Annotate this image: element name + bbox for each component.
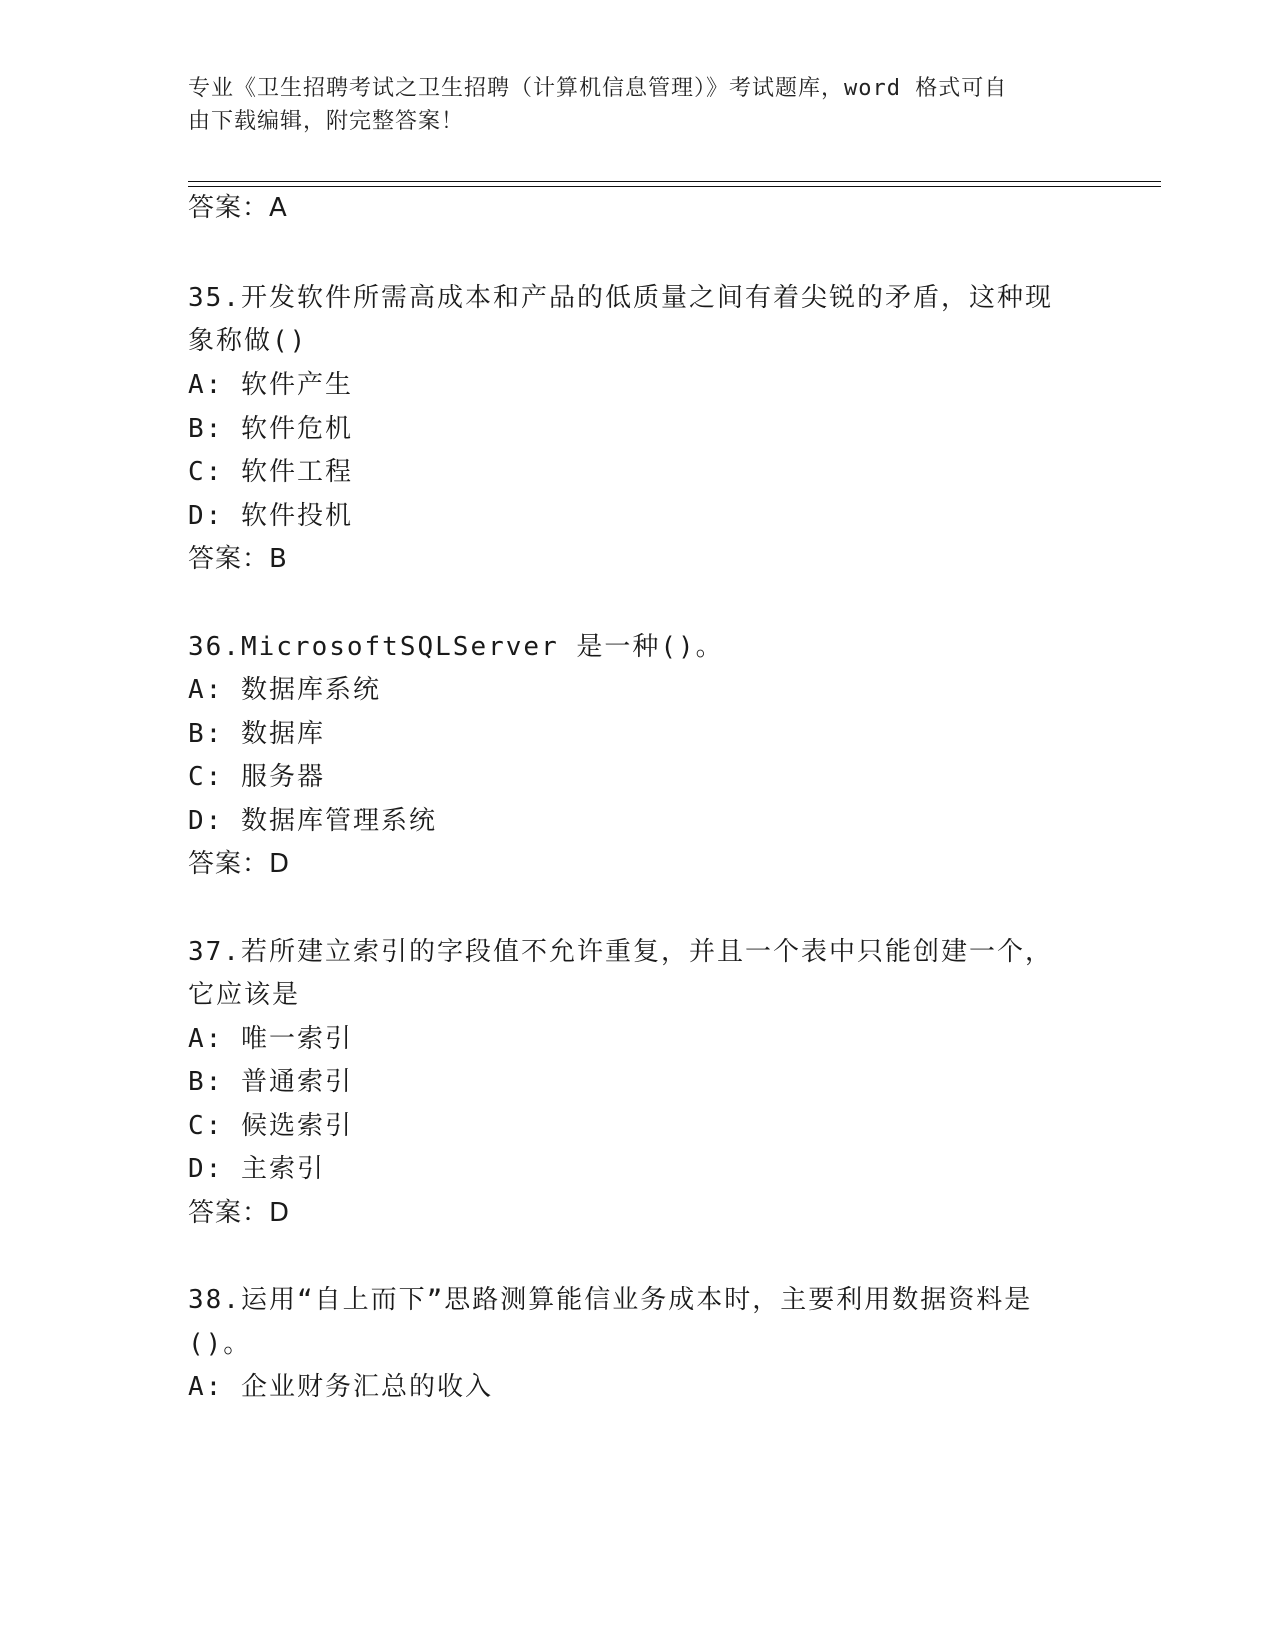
question-35-option-b: B: 软件危机 (188, 414, 353, 444)
question-36-option-a: A: 数据库系统 (188, 675, 381, 705)
question-35-answer: 答案：B (188, 544, 288, 574)
question-37-option-c: C: 候选索引 (188, 1111, 353, 1141)
header-divider-bottom (188, 186, 1161, 187)
question-35-stem-line-1: 35.开发软件所需高成本和产品的低质量之间有着尖锐的矛盾，这种现 (188, 283, 1053, 313)
question-36-option-c: C: 服务器 (188, 762, 325, 792)
question-37-stem-line-1: 37.若所建立索引的字段值不允许重复，并且一个表中只能创建一个， (188, 937, 1053, 967)
question-37-option-d: D: 主索引 (188, 1154, 325, 1184)
question-36-stem-line-1: 36.MicrosoftSQLServer 是一种()。 (188, 632, 724, 662)
question-36-answer: 答案：D (188, 849, 291, 879)
header-divider-top (188, 181, 1161, 182)
question-37-option-a: A: 唯一索引 (188, 1024, 353, 1054)
question-37-answer: 答案：D (188, 1198, 291, 1228)
question-35-stem-line-2: 象称做() (188, 326, 308, 356)
question-38-stem-line-2: ()。 (188, 1329, 252, 1359)
question-35-option-a: A: 软件产生 (188, 370, 353, 400)
document-header (188, 72, 1088, 138)
question-38-option-a: A: 企业财务汇总的收入 (188, 1372, 493, 1402)
question-37-stem-line-2: 它应该是 (188, 980, 301, 1010)
question-36-option-d: D: 数据库管理系统 (188, 806, 437, 836)
header-line-2: 由下载编辑，附完整答案！ (188, 109, 465, 134)
question-37-option-b: B: 普通索引 (188, 1067, 353, 1097)
previous-answer: 答案：A (188, 193, 288, 223)
question-38-stem-line-1: 38.运用“自上而下”思路测算能信业务成本时，主要利用数据资料是 (188, 1285, 1033, 1315)
question-36-option-b: B: 数据库 (188, 719, 325, 749)
question-35-option-c: C: 软件工程 (188, 457, 353, 487)
header-line-1: 专业《卫生招聘考试之卫生招聘（计算机信息管理）》考试题库，word 格式可自 (188, 76, 1008, 101)
question-35-option-d: D: 软件投机 (188, 501, 353, 531)
